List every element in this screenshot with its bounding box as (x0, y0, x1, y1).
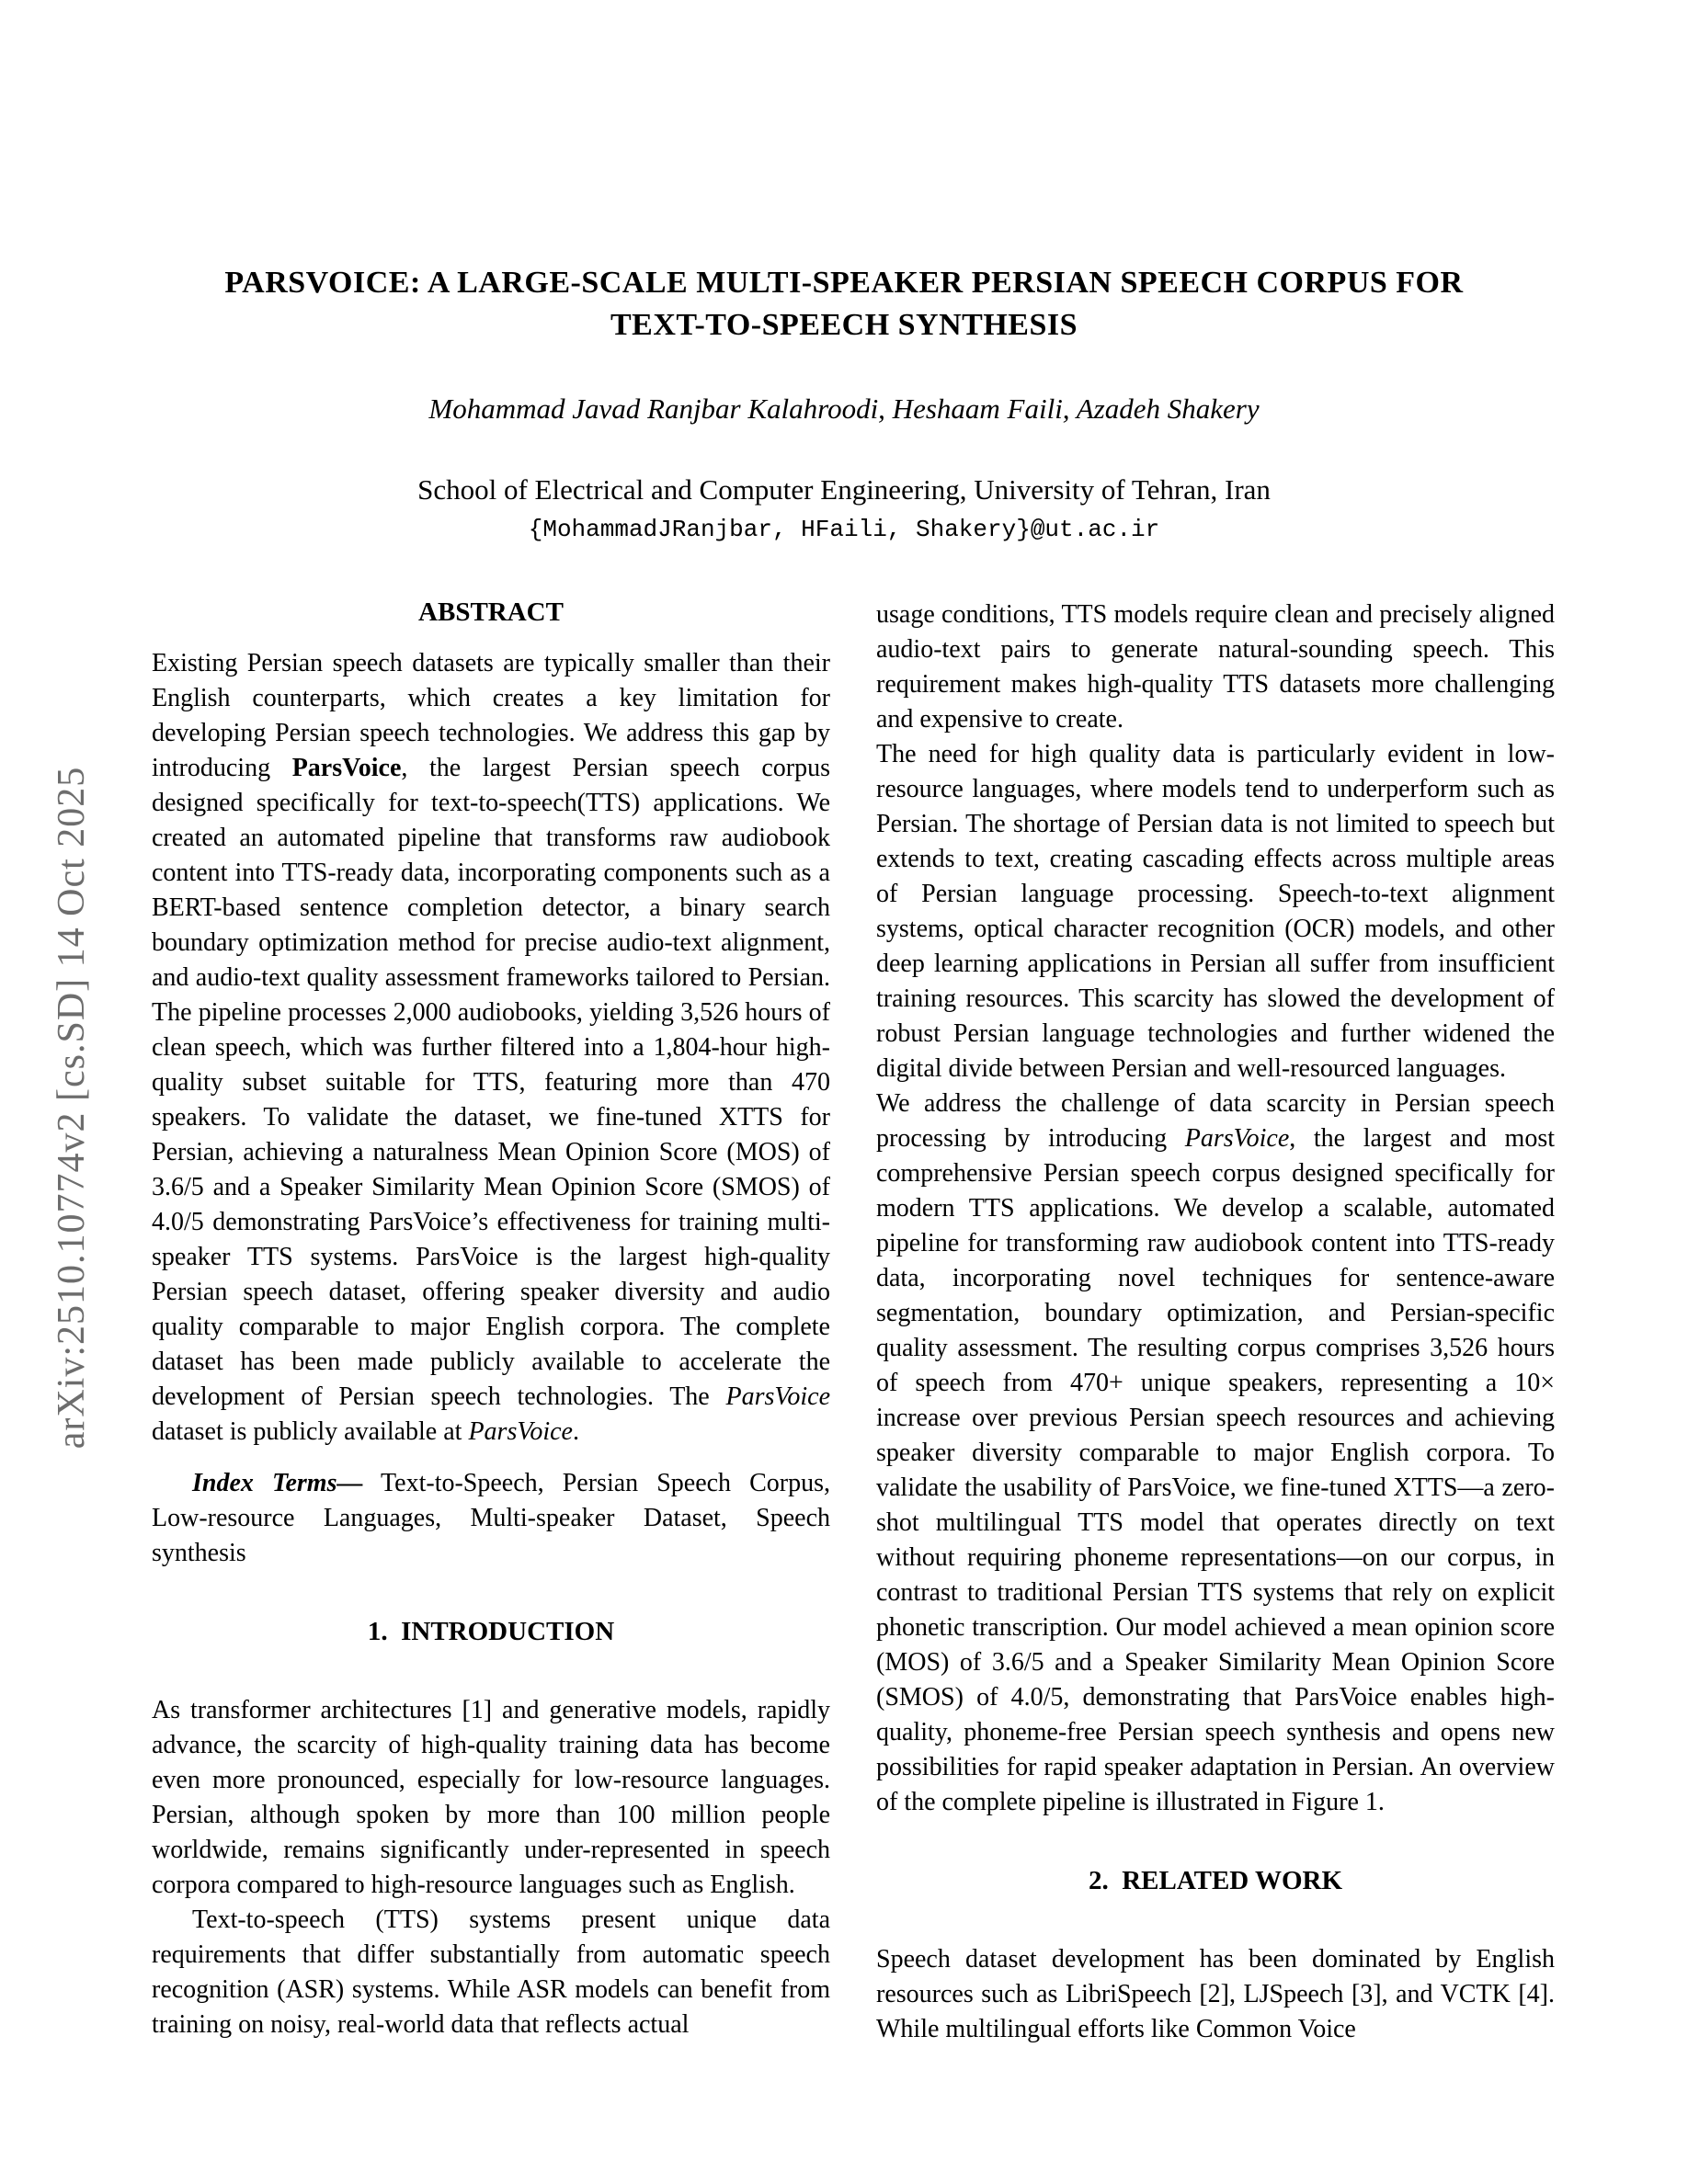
affiliation: School of Electrical and Computer Engineering, University of Tehran, Iran (417, 473, 1271, 506)
related-work-paragraph: Speech dataset development has been dominated by English resources such as LibriSpeech [2], LJSpeech [3], and VCTK [4]. While multilingual efforts like Common Voice (876, 1945, 1555, 2043)
related-work-heading: 2. RELATED WORK (1088, 1866, 1343, 1895)
author-list: Mohammad Javad Ranjbar Kalahroodi, Heshaam Faili, Azadeh Shakery (428, 392, 1260, 425)
parsvoice-dataset-link: ParsVoice (468, 1417, 573, 1446)
arxiv-watermark: arXiv:2510.10774v2 [cs.SD] 14 Oct 2025 (51, 766, 93, 1450)
title-line-2: TEXT-TO-SPEECH SYNTHESIS (610, 308, 1078, 342)
parsvoice-italic: ParsVoice (725, 1382, 830, 1411)
intro-paragraph-1: As transformer architectures [1] and generative models, rapidly advance, the scarcity of high-quality training data has become even more pronounced, especially for low-resource languages. Persian, although spoken by more than 100 million people worldwide, remains significantly under-represented in speech corpora compared to high-resource languages such as English. (152, 1696, 830, 1899)
intro-text-1: We address the challenge of data scarcity in Persian speech processing by introducing (876, 1089, 1555, 1153)
parsvoice-bold: ParsVoice (291, 754, 402, 782)
left-column (152, 597, 830, 2047)
abstract-heading: ABSTRACT (418, 597, 564, 627)
abstract-text-2: , the largest Persian speech corpus designed specifically for text-to-speech(TTS) applications. We created an automated pipeline that transforms raw audiobook content into TTS-ready data, incorporating components such as a BERT-based sentence completion detector, a binary search boundary optimization method for precise audio-text alignment, and audio-text quality assessment frameworks tailored to Persian. The pipeline processes 2,000 audiobooks, yielding 3,526 hours of clean speech, which was further filtered into a 1,804-hour high-quality subset suitable for TTS, featuring more than 470 speakers. To validate the dataset, we fine-tuned XTTS for Persian, achieving a naturalness Mean Opinion Score (MOS) of 3.6/5 and a Speaker Similarity Mean Opinion Score (SMOS) of 4.0/5 demonstrating ParsVoice’s effectiveness for training multi-speaker TTS systems. ParsVoice is the largest high-quality Persian speech dataset, offering speaker diversity and audio quality comparable to major English corpora. The complete dataset has been made publicly available to accelerate the development of Persian speech technologies. The (152, 754, 831, 1411)
abstract-text-4: . (572, 1417, 579, 1446)
intro-text-2: , the largest and most comprehensive Persian speech corpus designed specifically for modern TTS applications. We develop a scalable, automated pipeline for transforming raw audiobook content into TTS-ready data, incorporating novel techniques for sentence-aware segmentation, boundary optimization, and Persian-specific quality assessment. The resulting corpus comprises 3,526 hours of speech from 470+ unique speakers, representing a 10× increase over previous Persian speech resources and achieving speaker diversity comparable to major English corpora. To validate the usability of ParsVoice, we fine-tuned XTTS—a zero-shot multilingual TTS model that operates directly on text without requiring phoneme representations—on our corpus, in contrast to traditional Persian TTS systems that rely on explicit phonetic transcription. Our model achieved a mean opinion score (MOS) of 3.6/5 and a Speaker Similarity Mean Opinion Score (SMOS) of 4.0/5, demonstrating that ParsVoice enables high-quality, phoneme-free Persian speech synthesis and opens new possibilities for rapid speaker adaptation in Persian. An overview of the complete pipeline is illustrated in Figure 1. (876, 1124, 1556, 1816)
introduction-heading: 1. INTRODUCTION (367, 1617, 615, 1646)
abstract-paragraph (152, 646, 830, 1450)
parsvoice-italic-intro: ParsVoice (1184, 1124, 1290, 1153)
paper-title (0, 262, 1688, 347)
abstract-text-1: Existing Persian speech datasets are typically smaller than their English counterparts, which creates a key limitation for developing Persian speech technologies. We address this gap by introducing (152, 649, 830, 782)
paper-header (0, 262, 1688, 543)
intro-paragraph-4 (876, 1086, 1555, 1820)
index-terms-label: Index Terms— (192, 1469, 363, 1497)
two-column-body (152, 597, 1555, 2047)
intro-paragraph-3: The need for high quality data is particularly evident in low-resource languages, where models tend to underperform such as Persian. The shortage of Persian data is not limited to speech but extends to text, creating cascading effects across multiple areas of Persian language processing. Speech-to-text alignment systems, optical character recognition (OCR) models, and other deep learning applications in Persian all suffer from insufficient training resources. This scarcity has slowed the development of robust Persian language technologies and further widened the digital divide between Persian and well-resourced languages. (876, 740, 1555, 1083)
email-addresses: {MohammadJRanjbar, HFaili, Shakery}@ut.ac.ir (528, 516, 1160, 543)
intro-paragraph-2: Text-to-speech (TTS) systems present unique data requirements that differ substantially from automatic speech recognition (ASR) systems. While ASR models can benefit from training on noisy, real-world data that reflects actual (152, 1905, 830, 2039)
index-terms (152, 1466, 830, 1571)
intro-paragraph-2-continued: usage conditions, TTS models require clean and precisely aligned audio-text pairs to generate natural-sounding speech. This requirement makes high-quality TTS datasets more challenging and expensive to create. (876, 600, 1555, 734)
right-column (876, 597, 1555, 2047)
abstract-text-3: dataset is publicly available at (152, 1417, 469, 1446)
index-terms-list: Text-to-Speech, Persian Speech Corpus, Low-resource Languages, Multi-speaker Dataset, Speech synthesis (152, 1469, 830, 1567)
title-line-1: PARSVOICE: A LARGE-SCALE MULTI-SPEAKER PERSIAN SPEECH CORPUS FOR (224, 266, 1464, 300)
